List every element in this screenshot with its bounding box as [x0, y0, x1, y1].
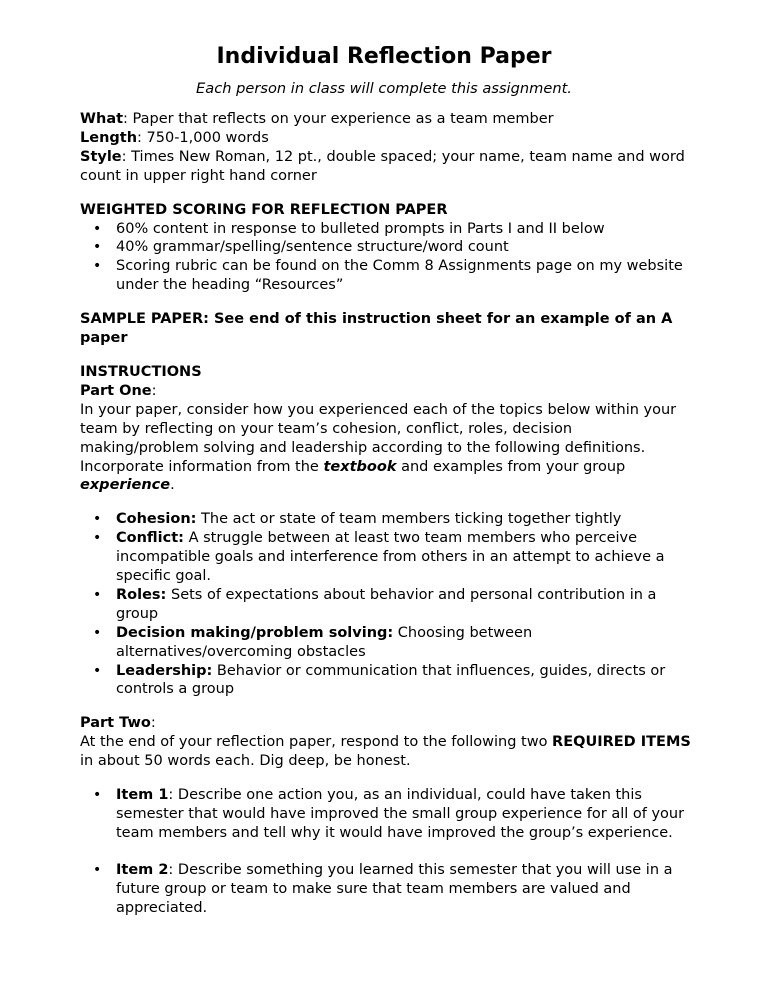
what-line [80, 110, 695, 129]
what-label: What [80, 111, 124, 127]
list-item: • Scoring rubric can be found on the Comm 8 Assignments page on my website under the heading “Resources” [93, 258, 683, 294]
list-item: • Cohesion: The act or state of team members ticking together tightly [93, 511, 622, 528]
page-title: Individual Reflection Paper [216, 44, 552, 69]
style-label: Style [80, 148, 122, 165]
length-label: Length [80, 129, 138, 146]
page-subtitle: Each person in class will complete this assignment. [196, 80, 572, 97]
part-two-text: At the end of your reflection paper, respond to the following two REQUIRED ITEMS in about 50 words each. Dig deep, be honest. [80, 734, 691, 770]
part-one-text: In your paper, consider how you experienced each of the topics below within your team by reflecting on your team’s cohesion, conflict, roles, decision making/problem solving and leadership according to the following definitions. Incorporate information from the textbook and examples from your group experience. [80, 401, 677, 494]
length-line [80, 129, 695, 148]
document-body [80, 110, 695, 918]
list-item: • Item 2: Describe something you learned this semester that you will use in a future group or team to make sure that team members are valued and appreciated. [93, 861, 673, 916]
style-text: : Times New Roman, 12 pt., double spaced; your name, team name and word count in upper right hand corner [80, 148, 685, 184]
length-text: : 750-1,000 words [137, 129, 269, 146]
part-two-heading: Part Two: [80, 715, 156, 732]
list-item: • 60% content in response to bulleted prompts in Parts I and II below [93, 220, 605, 237]
part-one-heading: Part One: [80, 382, 157, 399]
what-text: : Paper that reflects on your experience as a team member [123, 111, 554, 127]
list-item: • Decision making/problem solving: Choosing between alternatives/overcoming obstacles [93, 624, 533, 660]
list-item: • Conflict: A struggle between at least two team members who perceive incompatible goals and interference from others in an attempt to achieve a specific goal. [93, 530, 665, 585]
weighted-list [80, 220, 695, 296]
sample-paper-note: SAMPLE PAPER: See end of this instruction sheet for an example of an A paper [80, 311, 673, 347]
style-line [80, 148, 695, 186]
required-items-list [80, 786, 695, 917]
list-item: • Roles: Sets of expectations about behavior and personal contribution in a group [93, 586, 657, 622]
list-item: • Leadership: Behavior or communication that influences, guides, directs or controls a group [93, 662, 666, 698]
definitions-list [80, 510, 695, 699]
instructions-heading: INSTRUCTIONS [80, 363, 202, 380]
weighted-heading: WEIGHTED SCORING FOR REFLECTION PAPER [80, 201, 448, 218]
list-item: • 40% grammar/spelling/sentence structure/word count [93, 239, 509, 256]
list-item: • Item 1: Describe one action you, as an individual, could have taken this semester that would have improved the small group experience for all of your team members and tell why it would have improved the group’s experience. [93, 787, 685, 841]
